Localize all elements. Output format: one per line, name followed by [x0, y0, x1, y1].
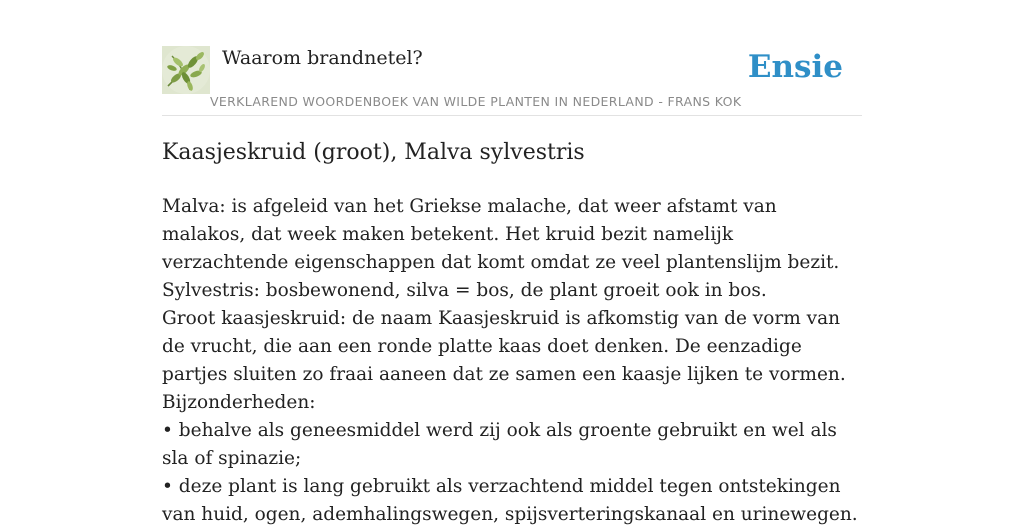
plant-leaves-icon [162, 46, 210, 94]
book-avatar[interactable] [162, 46, 210, 94]
book-header [162, 44, 862, 116]
paragraph-bijzonderheden-heading: Bijzonderheden: [162, 392, 316, 413]
header-divider [162, 115, 862, 116]
paragraph-sylvestris: Sylvestris: bosbewonend, silva = bos, de plant groeit ook in bos. [162, 280, 767, 301]
book-title[interactable]: Waarom brandnetel? [222, 47, 423, 69]
paragraph-malva: Malva: is afgeleid van het Griekse malache, dat weer afstamt van malakos, dat week maken betekent. Het kruid bezit namelijk verzachtende eigenschappen dat komt omdat ze veel plantenslijm bezit. [162, 196, 840, 273]
book-subtitle[interactable]: VERKLAREND WOORDENBOEK VAN WILDE PLANTEN IN NEDERLAND - FRANS KOK [210, 94, 742, 109]
ensie-logo[interactable]: Ensie [747, 49, 843, 85]
entry-body [162, 193, 864, 529]
paragraph-groot-kaasjeskruid: Groot kaasjeskruid: de naam Kaasjeskruid is afkomstig van de vorm van de vrucht, die aan een ronde platte kaas doet denken. De eenzadige partjes sluiten zo fraai aaneen dat ze samen een kaasje lijken te vormen. [162, 308, 846, 385]
list-item-verzachtend: • deze plant is lang gebruikt als verzachtend middel tegen ontstekingen van huid, ogen, ademhalingswegen, spijsverteringskanaal en urinewegen. [162, 476, 858, 525]
entry-title: Kaasjeskruid (groot), Malva sylvestris [162, 140, 585, 165]
list-item-groente: • behalve als geneesmiddel werd zij ook als groente gebruikt en wel als sla of spinazie; [162, 420, 837, 469]
